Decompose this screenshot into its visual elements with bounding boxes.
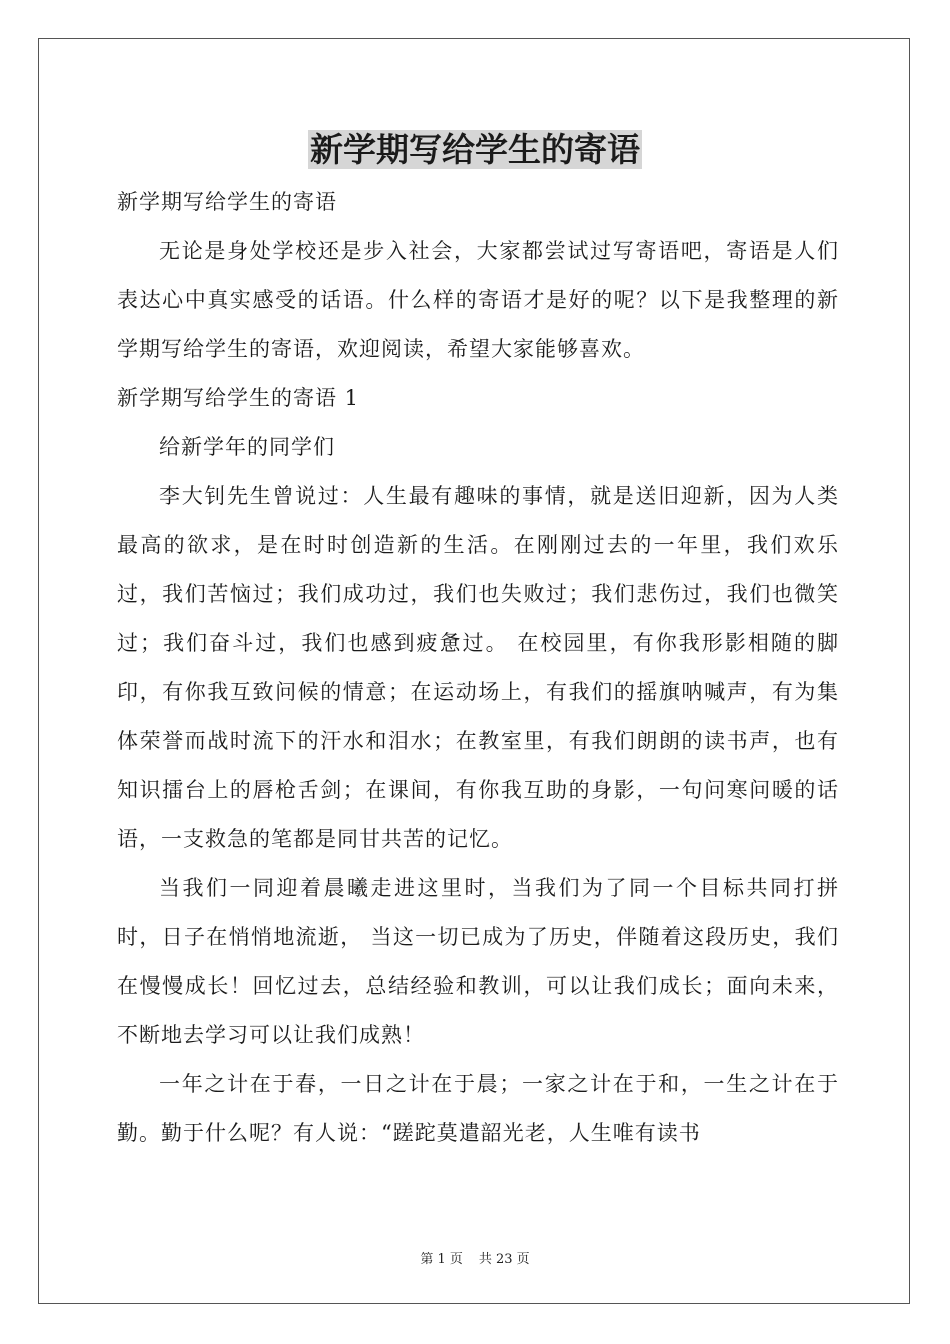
document-title <box>0 130 950 170</box>
paragraph: 新学期写给学生的寄语 <box>117 190 337 214</box>
paragraph: 一年之计在于春，一日之计在于晨；一家之计在于和，一生之计在于勤。勤于什么呢？有人说：“蹉跎莫遣韶光老，人生唯有读书 <box>117 1072 839 1145</box>
document-title-text: 新学期写给学生的寄语 <box>310 130 640 169</box>
paragraph: 李大钊先生曾说过：人生最有趣味的事情，就是送旧迎新，因为人类最高的欲求，是在时时创造新的生活。在刚刚过去的一年里，我们欢乐过，我们苦恼过；我们成功过，我们也失败过；我们悲伤过，我们也微笑过；我们奋斗过，我们也感到疲惫过。 在校园里，有你我形影相随的脚印，有你我互致问候的情意；在运动场上，有我们的摇旗呐喊声，有为集体荣誉而战时流下的汗水和泪水；在教室里，有我们朗朗的读书声，也有知识擂台上的唇枪舌剑；在课间，有你我互助的身影，一句问寒问暖的话语，一支救急的笔都是同甘共苦的记忆。 <box>117 484 839 851</box>
paragraph: 新学期写给学生的寄语 1 <box>117 386 360 410</box>
paragraph: 当我们一同迎着晨曦走进这里时，当我们为了同一个目标共同打拼时，日子在悄悄地流逝， 当这一切已成为了历史，伴随着这段历史，我们在慢慢成长！回忆过去，总结经验和教训，可以让我们成长；面向未来，不断地去学习可以让我们成熟！ <box>117 876 839 1047</box>
paragraph: 无论是身处学校还是步入社会，大家都尝试过写寄语吧，寄语是人们表达心中真实感受的话语。什么样的寄语才是好的呢？以下是我整理的新学期写给学生的寄语，欢迎阅读，希望大家能够喜欢。 <box>117 239 839 361</box>
page-number: 第 1 页 <box>420 1252 463 1267</box>
paragraph: 给新学年的同学们 <box>159 435 335 459</box>
page-footer <box>0 1248 950 1267</box>
document-body <box>117 178 839 1158</box>
total-pages: 共 23 页 <box>478 1252 530 1267</box>
